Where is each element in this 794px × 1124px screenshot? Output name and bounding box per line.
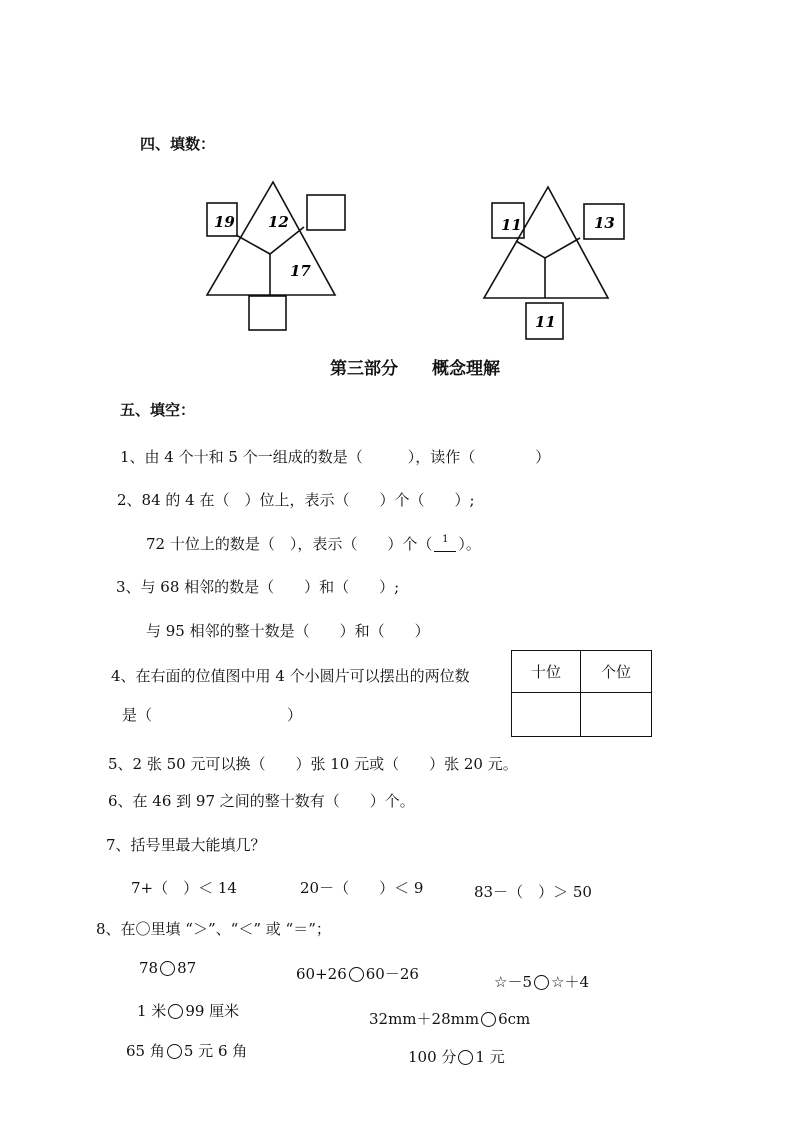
compare-circle-5[interactable] xyxy=(481,1012,496,1027)
place-value-ones-cell xyxy=(581,693,652,737)
compare-item-4-right: 99 厘米 xyxy=(185,1002,240,1020)
compare-item-1-right: 87 xyxy=(177,959,197,977)
compare-circle-4[interactable] xyxy=(168,1004,183,1019)
compare-item-3 xyxy=(494,971,589,992)
question-6: 6、在 46 到 97 之间的整十数有（ ）个。 xyxy=(108,792,415,810)
compare-item-7 xyxy=(408,1046,505,1067)
compare-item-3-right: ☆＋4 xyxy=(551,973,589,991)
compare-item-5-left: 32mm＋28mm xyxy=(369,1010,480,1028)
place-value-ones-header: 个位 xyxy=(581,651,652,693)
triangle-left-box-bottom xyxy=(249,296,286,330)
triangle-puzzles xyxy=(0,0,794,360)
compare-item-6 xyxy=(126,1040,247,1061)
compare-item-1-left: 78 xyxy=(139,959,159,977)
question-8: 8、在〇里填 “＞”、“＜” 或 “＝”； xyxy=(96,920,331,938)
place-value-tens-header: 十位 xyxy=(512,651,581,693)
question-5: 5、2 张 50 元可以换（ ）张 10 元或（ ）张 20 元。 xyxy=(108,755,518,773)
compare-item-4-left: 1 米 xyxy=(137,1002,167,1020)
triangle-left-inner-top-number: 12 xyxy=(268,213,289,231)
question-4a: 4、在右面的位值图中用 4 个小圆片可以摆出的两位数 xyxy=(111,667,470,685)
compare-circle-3[interactable] xyxy=(534,975,549,990)
triangle-left-inner-right-number: 17 xyxy=(290,262,311,280)
triangle-left xyxy=(207,182,345,330)
question-4b: 是（ ） xyxy=(122,706,303,724)
question-1: 1、由 4 个十和 5 个一组成的数是（ ），读作（ ） xyxy=(120,448,551,466)
triangle-right-box-right-number: 13 xyxy=(594,214,615,232)
question-7-item-1: 7+（ ）＜ 14 xyxy=(131,879,237,897)
triangle-left-box-left-number: 19 xyxy=(214,213,235,231)
compare-circle-2[interactable] xyxy=(349,967,364,982)
question-7: 7、括号里最大能填几？ xyxy=(106,836,266,854)
compare-item-5 xyxy=(369,1008,530,1029)
question-2b-fraction-numerator: 1 xyxy=(442,534,449,545)
question-2a: 2、84 的 4 在（ ）位上，表示（ ）个（ ）; xyxy=(117,491,475,509)
compare-item-2-right: 60－26 xyxy=(365,965,419,983)
section4-heading: 四、填数： xyxy=(140,135,216,153)
question-2b-fraction xyxy=(434,535,456,555)
compare-circle-7[interactable] xyxy=(458,1050,473,1065)
compare-item-2 xyxy=(296,963,419,984)
triangle-right-box-left-number: 11 xyxy=(501,216,522,234)
compare-circle-6[interactable] xyxy=(167,1044,182,1059)
compare-circle-1[interactable] xyxy=(160,961,175,976)
part3-title: 第三部分 概念理解 xyxy=(330,359,500,379)
compare-item-1 xyxy=(139,959,196,977)
question-3a: 3、与 68 相邻的数是（ ）和（ ）; xyxy=(116,578,400,596)
compare-item-7-left: 100 分 xyxy=(408,1048,457,1066)
question-2b xyxy=(146,533,481,555)
compare-item-2-left: 60+26 xyxy=(296,965,347,983)
question-7-item-2: 20－（ ）＜ 9 xyxy=(300,879,424,897)
compare-item-7-right: 1 元 xyxy=(475,1048,505,1066)
compare-item-6-right: 5 元 6 角 xyxy=(183,1042,248,1060)
question-2b-post: ）。 xyxy=(458,535,481,553)
place-value-table xyxy=(511,650,652,737)
compare-item-5-right: 6cm xyxy=(498,1010,531,1028)
section5-heading: 五、填空： xyxy=(120,401,196,419)
compare-item-4 xyxy=(137,1000,239,1021)
question-2b-pre: 72 十位上的数是（ ），表示（ ）个（ xyxy=(146,535,433,553)
place-value-tens-cell xyxy=(512,693,581,737)
compare-item-6-left: 65 角 xyxy=(126,1042,165,1060)
triangle-left-box-right xyxy=(307,195,345,230)
question-3b: 与 95 相邻的整十数是（ ）和（ ） xyxy=(146,622,430,640)
question-7-item-3: 83－（ ）＞ 50 xyxy=(474,883,592,901)
triangle-right-box-bottom-number: 11 xyxy=(535,313,556,331)
compare-item-3-left: ☆－5 xyxy=(494,973,532,991)
